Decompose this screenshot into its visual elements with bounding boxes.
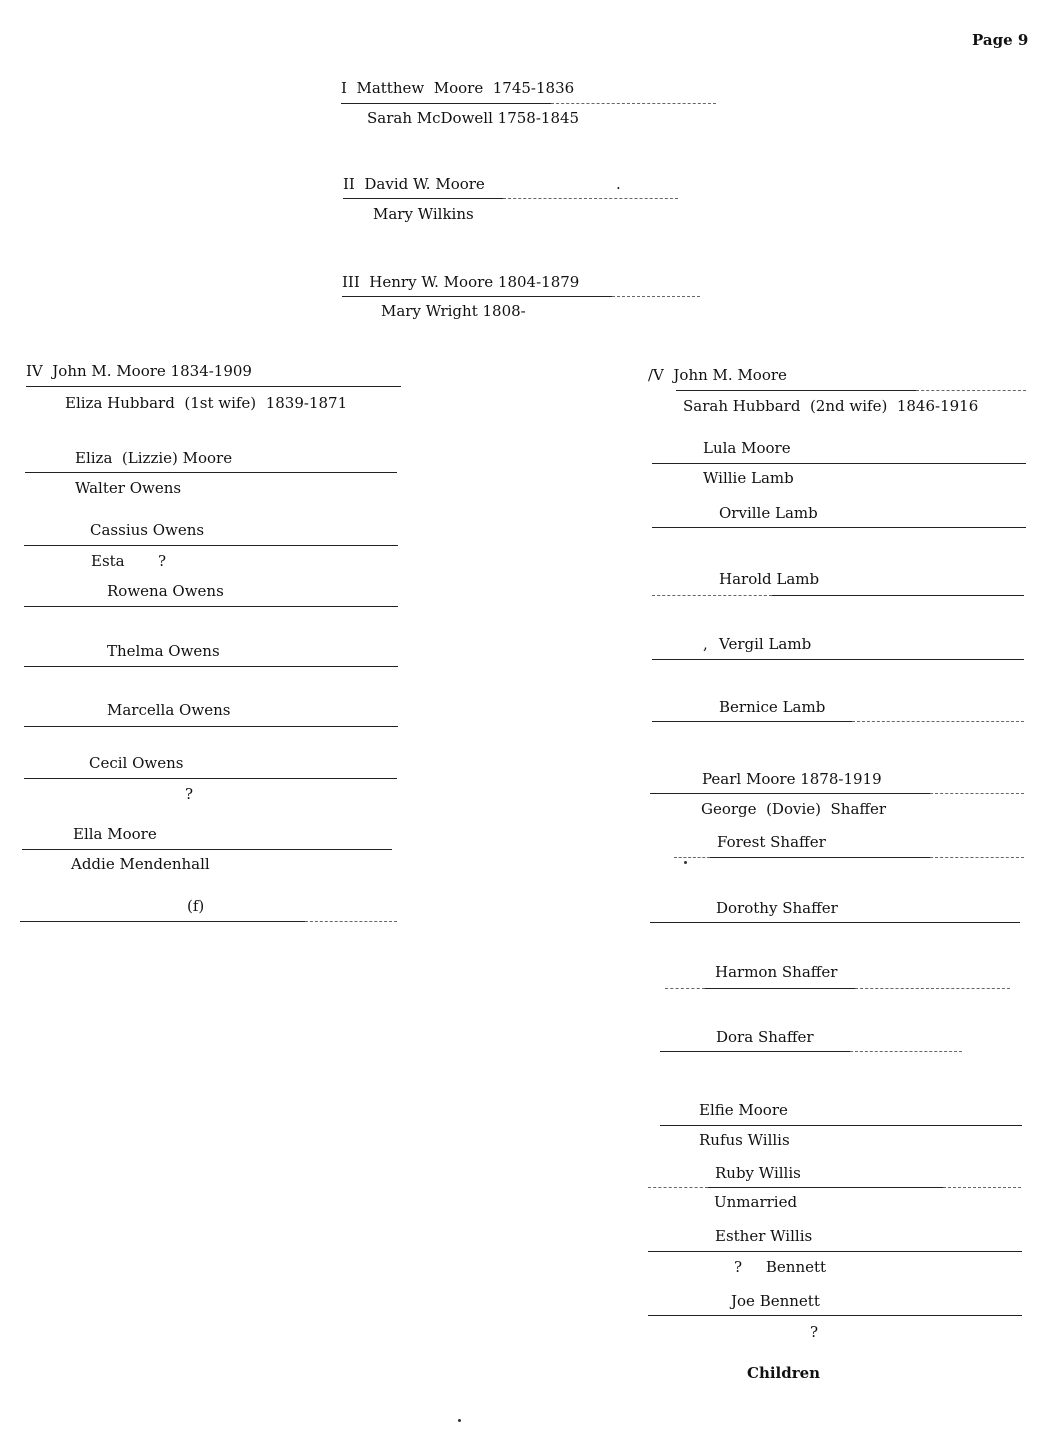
gen2-line — [343, 198, 503, 199]
right-vergil: Vergil Lamb — [719, 635, 812, 653]
gen1-line-dashed — [551, 103, 716, 104]
gen3-husband: III Henry W. Moore 1804-1879 — [342, 273, 580, 291]
page-number: Page 9 — [972, 31, 1029, 49]
right-ruby-line — [708, 1187, 943, 1188]
left-f-line-dashed — [305, 921, 397, 922]
right-wife: Sarah Hubbard (2nd wife) 1846-1916 — [683, 397, 979, 415]
right-rufus: Rufus Willis — [699, 1131, 790, 1149]
right-lula-line — [652, 463, 1026, 464]
left-cecil: Cecil Owens — [89, 754, 184, 772]
left-thelma: Thelma Owens — [107, 642, 220, 660]
gen2-wife: Mary Wilkins — [373, 205, 474, 223]
right-question-mark: ? — [810, 1323, 819, 1341]
left-thelma-line — [24, 666, 398, 667]
left-wife: Eliza Hubbard (1st wife) 1839-1871 — [65, 394, 348, 412]
right-ruby-line-dashed — [648, 1187, 708, 1188]
right-elfie-line — [660, 1125, 1022, 1126]
left-cassius-line — [24, 545, 398, 546]
gen2-line-dashed — [503, 198, 678, 199]
left-rowena-line — [24, 606, 398, 607]
right-bernice-line — [652, 721, 852, 722]
left-cecil-line — [24, 778, 397, 779]
right-willie: Willie Lamb — [703, 469, 794, 487]
right-orville: Orville Lamb — [719, 504, 818, 522]
right-harold: Harold Lamb — [719, 570, 820, 588]
right-head: /V John M. Moore — [648, 366, 787, 384]
left-addie: Addie Mendenhall — [71, 855, 210, 873]
gen3-line-dashed — [612, 296, 700, 297]
right-forest: Forest Shaffer — [717, 833, 826, 851]
right-pearl-line — [650, 793, 930, 794]
right-esther-line — [648, 1251, 1022, 1252]
left-ella-line — [22, 849, 392, 850]
gen1-line — [341, 103, 551, 104]
right-joe: Joe Bennett — [731, 1292, 820, 1310]
left-lizzie: Eliza (Lizzie) Moore — [75, 449, 233, 467]
gen3-wife: Mary Wright 1808- — [381, 302, 526, 320]
left-cassius: Cassius Owens — [90, 521, 205, 539]
right-harold-line-dashed — [652, 595, 772, 596]
right-forest-line-dashed-end — [930, 857, 1024, 858]
gen2-husband: II David W. Moore — [343, 175, 485, 193]
left-ella: Ella Moore — [73, 825, 157, 843]
left-head: IV John M. Moore 1834-1909 — [26, 362, 252, 380]
right-harmon-line-dashed — [665, 988, 705, 989]
right-harold-line — [772, 595, 1024, 596]
ink-speck-bottom — [458, 1419, 461, 1422]
right-ruby: Ruby Willis — [715, 1164, 801, 1182]
left-marcella: Marcella Owens — [107, 701, 231, 719]
left-walter: Walter Owens — [75, 479, 182, 497]
right-orville-line — [652, 527, 1026, 528]
right-vergil-line — [652, 659, 1024, 660]
gen1-husband: I Matthew Moore 1745-1836 — [341, 79, 575, 97]
left-lizzie-line — [25, 472, 397, 473]
right-george: George (Dovie) Shaffer — [701, 800, 887, 818]
left-question-mark: ? — [185, 785, 194, 803]
gen3-line — [342, 296, 612, 297]
right-dorothy: Dorothy Shaffer — [716, 899, 838, 917]
left-f-line — [20, 921, 305, 922]
right-unmarried: Unmarried — [714, 1193, 798, 1211]
ink-speck — [684, 861, 687, 864]
right-pearl-line-dashed — [930, 793, 1024, 794]
right-bernice: Bernice Lamb — [719, 698, 826, 716]
right-pearl: Pearl Moore 1878-1919 — [702, 770, 882, 788]
right-children: Children — [747, 1364, 821, 1382]
left-head-line — [26, 386, 401, 387]
left-f: (f) — [187, 897, 205, 915]
left-rowena: Rowena Owens — [107, 582, 224, 600]
right-dora: Dora Shaffer — [716, 1028, 814, 1046]
right-ruby-line-dashed-end — [943, 1187, 1021, 1188]
right-forest-line — [710, 857, 930, 858]
right-harmon: Harmon Shaffer — [715, 963, 838, 981]
right-forest-line-dashed — [674, 857, 710, 858]
right-lula: Lula Moore — [703, 439, 791, 457]
right-esther: Esther Willis — [715, 1227, 813, 1245]
right-vergil-mark: , — [703, 635, 708, 653]
gen1-wife: Sarah McDowell 1758-1845 — [367, 109, 580, 127]
right-joe-line — [648, 1315, 1022, 1316]
left-marcella-line — [24, 726, 398, 727]
right-dorothy-line — [650, 922, 1020, 923]
right-bennett: ? Bennett — [734, 1258, 827, 1276]
right-head-line-dashed — [916, 390, 1026, 391]
right-dora-line — [660, 1051, 850, 1052]
left-esta: Esta ? — [91, 552, 167, 570]
right-harmon-line-dashed-end — [855, 988, 1010, 989]
right-harmon-line — [705, 988, 855, 989]
right-dora-line-dashed — [850, 1051, 962, 1052]
gen2-mark: . — [616, 175, 621, 193]
right-elfie: Elfie Moore — [699, 1101, 788, 1119]
right-head-line — [676, 390, 916, 391]
right-bernice-line-dashed — [852, 721, 1024, 722]
